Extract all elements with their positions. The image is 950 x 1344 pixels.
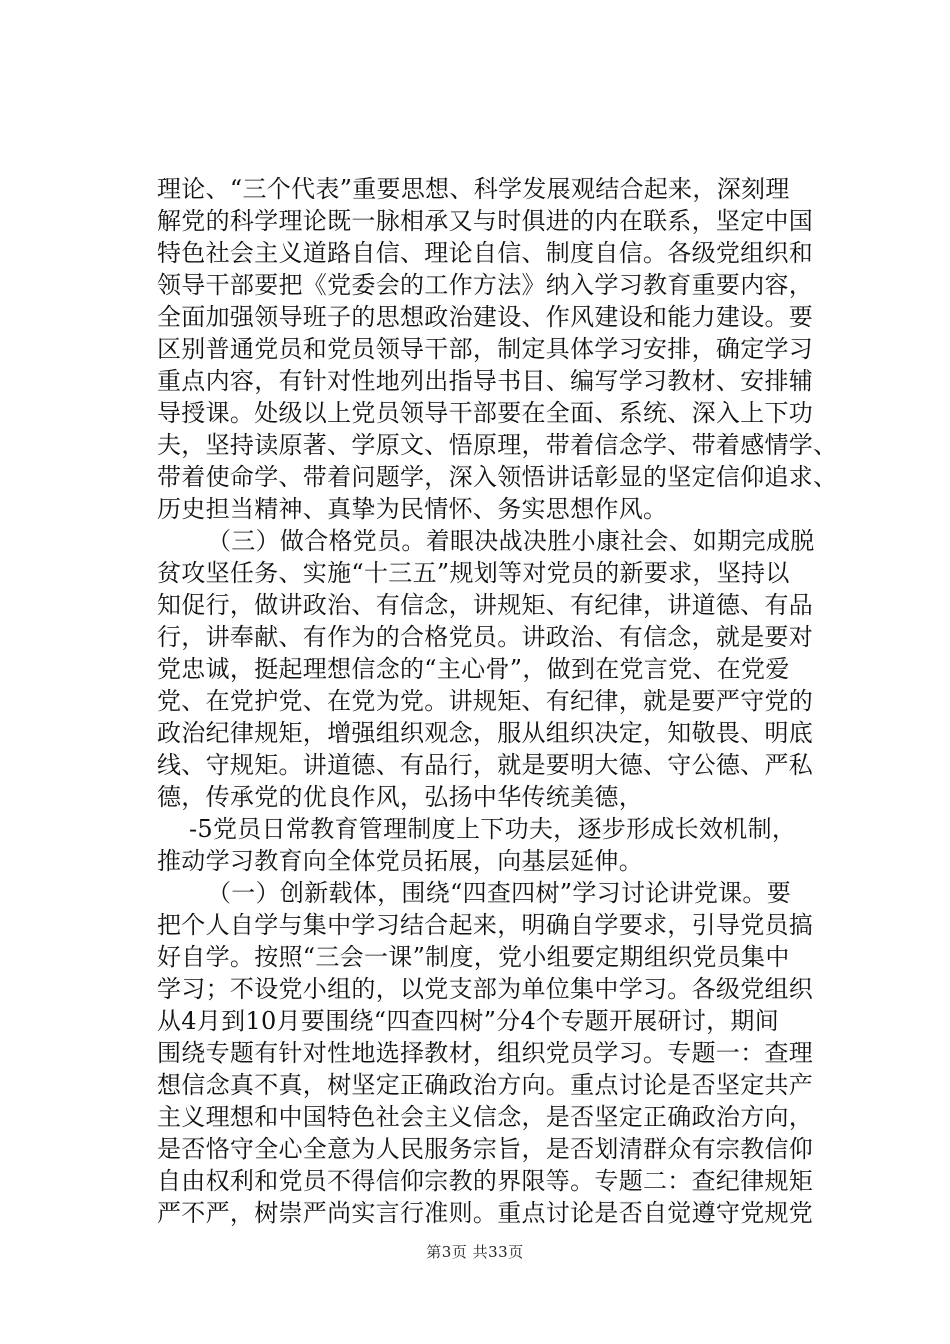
text-line: 区别普通党员和党员领导干部，制定具体学习安排，确定学习: [157, 335, 814, 363]
body-text: [157, 173, 838, 1229]
text-line: 全面加强领导班子的思想政治建设、作风建设和能力建设。要: [157, 303, 814, 331]
page-footer: 第3页 共33页: [426, 1243, 524, 1261]
text-line: 政治纪律规矩，增强组织观念，服从组织决定，知敬畏、明底: [157, 719, 814, 747]
text-line: 夫，坚持读原著、学原文、悟原理，带着信念学、带着感情学、: [157, 431, 838, 459]
text-line: 贫攻坚任务、实施“十三五”规划等对党员的新要求，坚持以: [157, 559, 790, 587]
text-line: 自由权利和党员不得信仰宗教的界限等。专题二：查纪律规矩: [157, 1167, 814, 1195]
text-line: 党、在党护党、在党为党。讲规矩、有纪律，就是要严守党的: [157, 687, 814, 715]
text-line: 主义理想和中国特色社会主义信念，是否坚定正确政治方向，: [157, 1103, 814, 1131]
text-line: 想信念真不真，树坚定正确政治方向。重点讨论是否坚定共产: [157, 1071, 814, 1099]
paragraph-start-line: -5党员日常教育管理制度上下功夫，逐步形成长效机制，: [189, 815, 797, 843]
text-line: 推动学习教育向全体党员拓展，向基层延伸。: [157, 847, 643, 875]
text-line: 领导干部要把《党委会的工作方法》纳入学习教育重要内容，: [157, 271, 814, 299]
paragraph-start-line: （三）做合格党员。着眼决战决胜小康社会、如期完成脱: [207, 527, 815, 555]
text-line: 把个人自学与集中学习结合起来，明确自学要求，引导党员搞: [157, 911, 814, 939]
text-line: 线、守规矩。讲道德、有品行，就是要明大德、守公德、严私: [157, 751, 814, 779]
text-line: 历史担当精神、真挚为民情怀、务实思想作风。: [157, 495, 668, 523]
text-line: 重点内容，有针对性地列出指导书目、编写学习教材、安排辅: [157, 367, 814, 395]
text-line: 从4月到10月要围绕“四查四树”分4个专题开展研讨，期间: [157, 1007, 780, 1035]
text-line: 严不严，树崇严尚实言行准则。重点讨论是否自觉遵守党规党: [157, 1199, 814, 1227]
text-line: 解党的科学理论既一脉相承又与时俱进的内在联系，坚定中国: [157, 207, 814, 235]
text-line: 是否恪守全心全意为人民服务宗旨，是否划清群众有宗教信仰: [157, 1135, 814, 1163]
text-line: 行，讲奉献、有作为的合格党员。讲政治、有信念，就是要对: [157, 623, 814, 651]
text-line: 德，传承党的优良作风，弘扬中华传统美德，: [157, 783, 643, 811]
text-line: 好自学。按照“三会一课”制度，党小组要定期组织党员集中: [157, 943, 790, 971]
text-line: 党忠诚，挺起理想信念的“主心骨”，做到在党言党、在党爱: [157, 655, 790, 683]
text-line: 知促行，做讲政治、有信念，讲规矩、有纪律，讲道德、有品: [157, 591, 814, 619]
text-line: 理论、“三个代表”重要思想、科学发展观结合起来，深刻理: [157, 175, 790, 203]
text-line: 围绕专题有针对性地选择教材，组织党员学习。专题一：查理: [157, 1039, 814, 1067]
paragraph-start-line: （一）创新载体，围绕“四查四树”学习讨论讲党课。要: [207, 879, 792, 907]
text-line: 导授课。处级以上党员领导干部要在全面、系统、深入上下功: [157, 399, 814, 427]
text-line: 特色社会主义道路自信、理论自信、制度自信。各级党组织和: [157, 239, 814, 267]
text-line: 带着使命学、带着问题学，深入领悟讲话彰显的坚定信仰追求、: [157, 463, 838, 491]
text-line: 学习；不设党小组的，以党支部为单位集中学习。各级党组织: [157, 975, 814, 1003]
